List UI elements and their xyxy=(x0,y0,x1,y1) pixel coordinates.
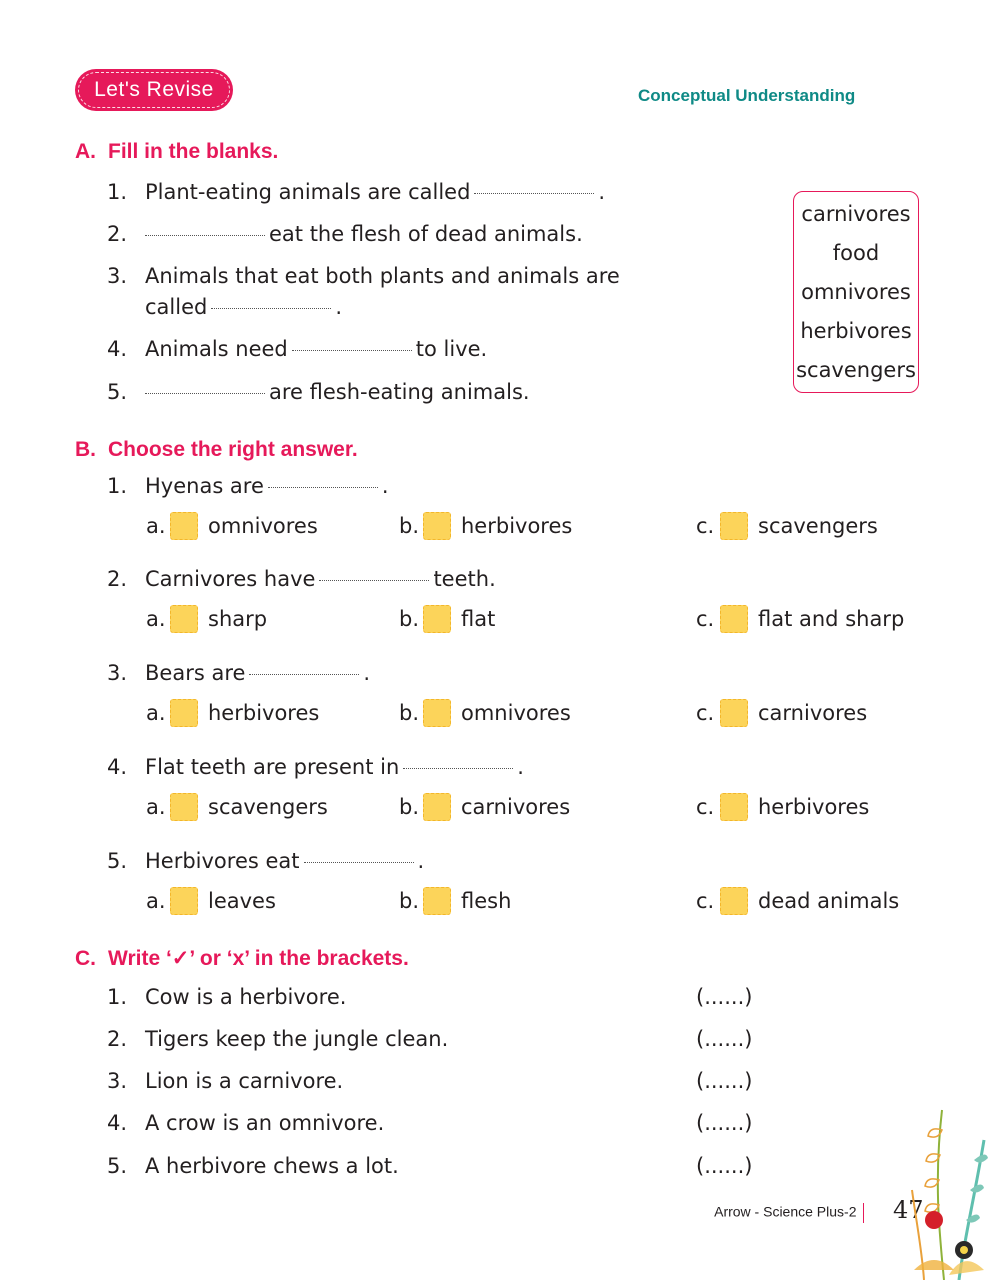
option-text: herbivores xyxy=(461,514,573,538)
answer-blank[interactable] xyxy=(403,768,513,769)
section-title: Write ‘✓’ or ‘x’ in the brackets. xyxy=(108,947,409,970)
section-a-heading xyxy=(75,140,278,164)
statement-item xyxy=(107,1024,757,1054)
item-number: 5. xyxy=(107,1154,128,1178)
statement-item xyxy=(107,1066,757,1096)
option-text: omnivores xyxy=(461,701,571,725)
option-text: flat xyxy=(461,607,496,631)
question-number: 3. xyxy=(107,661,128,685)
item-number: 1. xyxy=(107,985,128,1009)
option-letter: b. xyxy=(399,795,420,819)
section-b-heading xyxy=(75,438,358,462)
statement-text: A crow is an omnivore. xyxy=(145,1111,385,1135)
answer-option[interactable] xyxy=(696,511,878,541)
option-text: omnivores xyxy=(208,514,318,538)
item-number: 2. xyxy=(107,1027,128,1051)
word-bank-item: scavengers xyxy=(796,357,916,382)
question-text-end: teeth. xyxy=(433,567,496,591)
question-number: 5. xyxy=(107,849,128,873)
answer-option[interactable] xyxy=(146,698,319,728)
option-letter: a. xyxy=(146,607,166,631)
answer-blank[interactable] xyxy=(474,193,594,194)
option-text: sharp xyxy=(208,607,268,631)
option-letter: a. xyxy=(146,701,166,725)
floral-decoration-icon xyxy=(904,1100,989,1280)
question-text-end: . xyxy=(417,849,425,873)
option-text: leaves xyxy=(208,889,276,913)
option-text: herbivores xyxy=(208,701,320,725)
statement-item xyxy=(107,1151,757,1181)
item-text: Animals that eat both plants and animals are xyxy=(145,264,620,288)
statement-text: A herbivore chews a lot. xyxy=(145,1154,399,1178)
item-number: 5. xyxy=(107,380,128,404)
option-checkbox[interactable] xyxy=(720,887,748,915)
answer-blank[interactable] xyxy=(145,393,265,394)
option-letter: a. xyxy=(146,514,166,538)
option-checkbox[interactable] xyxy=(170,887,198,915)
answer-option[interactable] xyxy=(146,792,328,822)
option-checkbox[interactable] xyxy=(423,887,451,915)
question-number: 2. xyxy=(107,567,128,591)
item-text: eat the flesh of dead animals. xyxy=(269,222,583,246)
answer-option[interactable] xyxy=(696,886,899,916)
answer-blank[interactable] xyxy=(304,862,414,863)
answer-option[interactable] xyxy=(696,698,867,728)
section-title: Fill in the blanks. xyxy=(108,140,279,163)
mcq-question xyxy=(107,658,757,688)
option-checkbox[interactable] xyxy=(170,605,198,633)
item-text-line2: called xyxy=(145,295,208,319)
book-title: Arrow - Science Plus-2 xyxy=(714,1203,857,1220)
fill-blank-item xyxy=(107,261,757,323)
item-text: are flesh-eating animals. xyxy=(269,380,530,404)
answer-blank[interactable] xyxy=(292,350,412,351)
fill-blank-item xyxy=(107,177,757,207)
option-text: flat and sharp xyxy=(758,607,905,631)
answer-option[interactable] xyxy=(399,604,495,634)
statement-text: Lion is a carnivore. xyxy=(145,1069,344,1093)
question-text-end: . xyxy=(517,755,524,779)
statement-item xyxy=(107,982,757,1012)
option-checkbox[interactable] xyxy=(720,793,748,821)
section-letter: A. xyxy=(75,140,96,163)
footer-book-title xyxy=(714,1203,870,1223)
question-text: Hyenas are xyxy=(145,474,264,498)
answer-bracket[interactable]: (......) xyxy=(696,1069,753,1093)
section-c-heading xyxy=(75,946,409,971)
statement-item xyxy=(107,1108,757,1138)
option-letter: b. xyxy=(399,607,420,631)
word-bank-item: food xyxy=(832,240,880,265)
item-number: 3. xyxy=(107,1069,128,1093)
option-checkbox[interactable] xyxy=(170,699,198,727)
question-text-end: . xyxy=(363,661,371,685)
section-letter: B. xyxy=(75,438,96,461)
option-text: carnivores xyxy=(758,701,868,725)
option-letter: b. xyxy=(399,514,420,538)
option-checkbox[interactable] xyxy=(423,605,451,633)
footer-divider xyxy=(863,1203,865,1223)
item-text-end: to live. xyxy=(415,337,488,361)
option-letter: c. xyxy=(696,701,715,725)
answer-blank[interactable] xyxy=(211,308,331,309)
word-bank-item: omnivores xyxy=(801,279,911,304)
word-bank-item: carnivores xyxy=(801,201,911,226)
question-number: 4. xyxy=(107,755,128,779)
option-letter: b. xyxy=(399,889,420,913)
item-number: 4. xyxy=(107,337,128,361)
word-bank-item: herbivores xyxy=(800,318,912,343)
statement-text: Tigers keep the jungle clean. xyxy=(145,1027,449,1051)
item-text: Plant-eating animals are called xyxy=(145,180,471,204)
fill-blank-item xyxy=(107,334,757,364)
mcq-question xyxy=(107,846,757,876)
answer-option[interactable] xyxy=(399,792,570,822)
question-text: Herbivores eat xyxy=(145,849,300,873)
answer-bracket[interactable]: (......) xyxy=(696,1154,753,1178)
answer-option[interactable] xyxy=(399,511,572,541)
option-text: carnivores xyxy=(461,795,571,819)
answer-blank[interactable] xyxy=(145,235,265,236)
mcq-question xyxy=(107,471,757,501)
question-text: Carnivores have xyxy=(145,567,316,591)
item-number: 1. xyxy=(107,180,128,204)
option-text: dead animals xyxy=(758,889,900,913)
category-label: Conceptual Understanding xyxy=(638,86,856,105)
section-letter: C. xyxy=(75,947,96,970)
section-title: Choose the right answer. xyxy=(108,438,358,461)
question-text: Flat teeth are present in xyxy=(145,755,400,779)
option-letter: b. xyxy=(399,701,420,725)
question-text-end: . xyxy=(381,474,389,498)
answer-option[interactable] xyxy=(146,886,276,916)
option-checkbox[interactable] xyxy=(720,605,748,633)
option-letter: c. xyxy=(696,607,715,631)
option-checkbox[interactable] xyxy=(423,793,451,821)
option-checkbox[interactable] xyxy=(423,512,451,540)
answer-bracket[interactable]: (......) xyxy=(696,1111,753,1135)
answer-blank[interactable] xyxy=(249,674,359,675)
option-letter: c. xyxy=(696,795,715,819)
option-letter: c. xyxy=(696,514,715,538)
mcq-question xyxy=(107,564,757,594)
question-text: Bears are xyxy=(145,661,246,685)
option-checkbox[interactable] xyxy=(170,512,198,540)
option-letter: a. xyxy=(146,795,166,819)
answer-blank[interactable] xyxy=(268,487,378,488)
fill-blank-item xyxy=(107,219,757,249)
item-number: 4. xyxy=(107,1111,128,1135)
item-text-end: . xyxy=(335,295,343,319)
answer-option[interactable] xyxy=(146,604,267,634)
option-checkbox[interactable] xyxy=(720,512,748,540)
option-text: flesh xyxy=(461,889,512,913)
option-text: scavengers xyxy=(208,795,328,819)
question-number: 1. xyxy=(107,474,128,498)
option-text: scavengers xyxy=(758,514,878,538)
item-number: 2. xyxy=(107,222,128,246)
answer-option[interactable] xyxy=(146,511,318,541)
lets-revise-badge xyxy=(75,69,233,111)
page-number: 47 xyxy=(893,1196,924,1224)
item-number: 3. xyxy=(107,264,128,288)
answer-option[interactable] xyxy=(696,604,904,634)
answer-option[interactable] xyxy=(399,698,571,728)
word-bank xyxy=(793,191,919,393)
option-checkbox[interactable] xyxy=(720,699,748,727)
option-letter: a. xyxy=(146,889,166,913)
item-text: Animals need xyxy=(145,337,288,361)
item-text-end: . xyxy=(598,180,606,204)
answer-blank[interactable] xyxy=(319,580,429,581)
badge-label: Let's Revise xyxy=(94,78,214,101)
option-checkbox[interactable] xyxy=(170,793,198,821)
option-checkbox[interactable] xyxy=(423,699,451,727)
answer-option[interactable] xyxy=(696,792,869,822)
answer-bracket[interactable]: (......) xyxy=(696,985,753,1009)
answer-option[interactable] xyxy=(399,886,511,916)
option-text: herbivores xyxy=(758,795,870,819)
mcq-question xyxy=(107,752,757,782)
option-letter: c. xyxy=(696,889,715,913)
answer-bracket[interactable]: (......) xyxy=(696,1027,753,1051)
fill-blank-item xyxy=(107,377,757,407)
statement-text: Cow is a herbivore. xyxy=(145,985,347,1009)
